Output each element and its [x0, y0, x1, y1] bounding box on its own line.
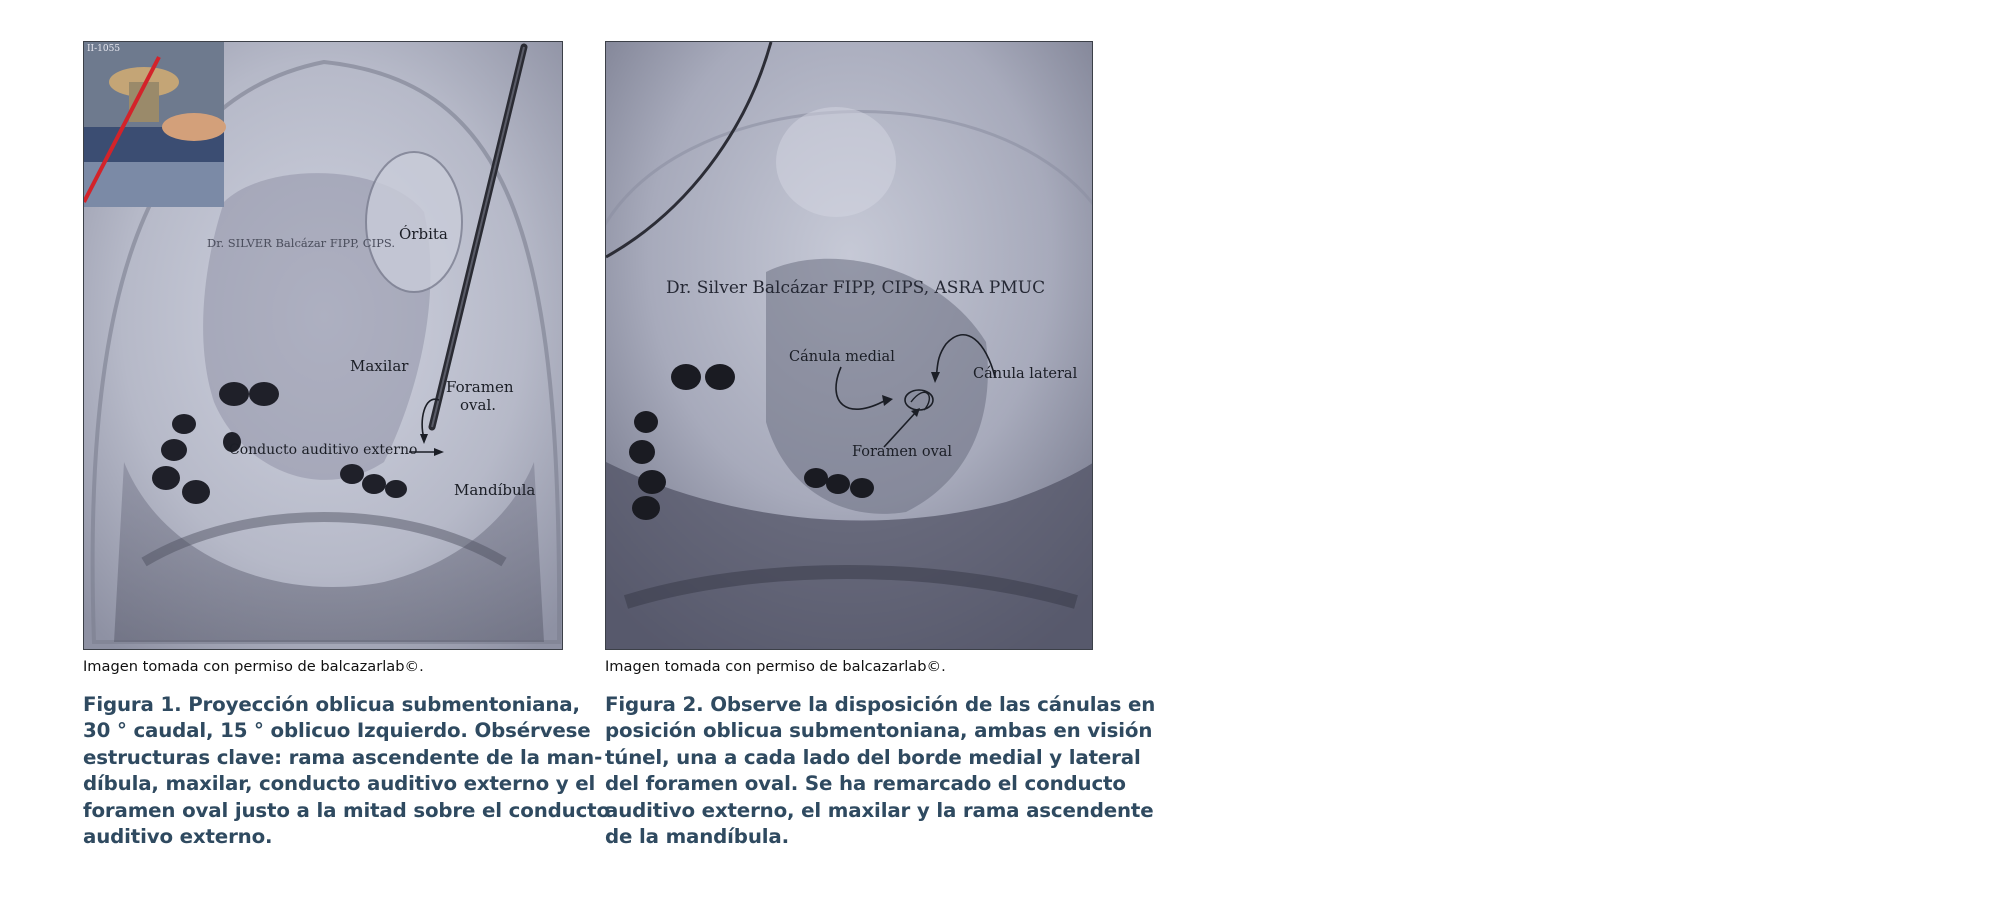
caption-line: Figura 2. Observe la disposición de las cánulas en	[605, 693, 1156, 716]
figure-2	[605, 41, 1156, 850]
figure-1-xray-graphic	[84, 42, 563, 650]
figure-1-xray-image	[83, 41, 563, 650]
figure-2-credit: Imagen tomada con permiso de balcazarlab©.	[605, 658, 946, 675]
caption-line: estructuras clave: rama ascendente de la man-	[83, 745, 603, 769]
inset-photo	[84, 42, 226, 207]
watermark: Dr. SILVER Balcázar FIPP, CIPS.	[207, 236, 396, 250]
caption-line: díbula, maxilar, conducto auditivo externo y el	[83, 772, 596, 796]
figure-2-caption	[605, 692, 1156, 850]
caption-line: 30 ° caudal, 15 ° oblicuo Izquierdo. Obsérvese	[83, 719, 591, 743]
figure-1	[83, 41, 610, 850]
label-canula-lateral: Cánula lateral	[973, 366, 1078, 382]
corner-tag: II-1055	[87, 44, 121, 54]
label-canula-medial: Cánula medial	[789, 349, 895, 365]
caption-line: de la mandíbula.	[605, 825, 789, 849]
label-foramen-line1: Foramen	[446, 378, 514, 396]
caption-line: posición oblicua submentoniana, ambas en visión	[605, 719, 1153, 743]
caption-line: foramen oval justo a la mitad sobre el conducto	[83, 798, 610, 822]
label-foramen-line2: oval.	[460, 396, 497, 414]
label-mandibula: Mandíbula	[454, 481, 536, 499]
label-orbita: Órbita	[399, 225, 448, 243]
figure-1-credit: Imagen tomada con permiso de balcazarlab©.	[83, 658, 424, 675]
caption-line: auditivo externo.	[83, 825, 273, 849]
figure-2-xray-graphic	[606, 42, 1093, 650]
label-foramen-oval: Foramen oval	[852, 444, 953, 460]
caption-line: del foramen oval. Se ha remarcado el conducto	[605, 772, 1126, 796]
caption-line: auditivo externo, el maxilar y la rama ascendente	[605, 798, 1154, 822]
label-conducto-auditivo: Conducto auditivo externo	[229, 442, 418, 458]
caption-line: túnel, una a cada lado del borde medial y lateral	[605, 745, 1141, 769]
label-maxilar: Maxilar	[350, 357, 409, 375]
watermark: Dr. Silver Balcázar FIPP, CIPS, ASRA PMUC	[666, 278, 1046, 298]
caption-line: Figura 1. Proyección oblicua submentoniana,	[83, 693, 580, 716]
figure-2-xray-image	[605, 41, 1093, 650]
figure-1-caption	[83, 692, 610, 850]
